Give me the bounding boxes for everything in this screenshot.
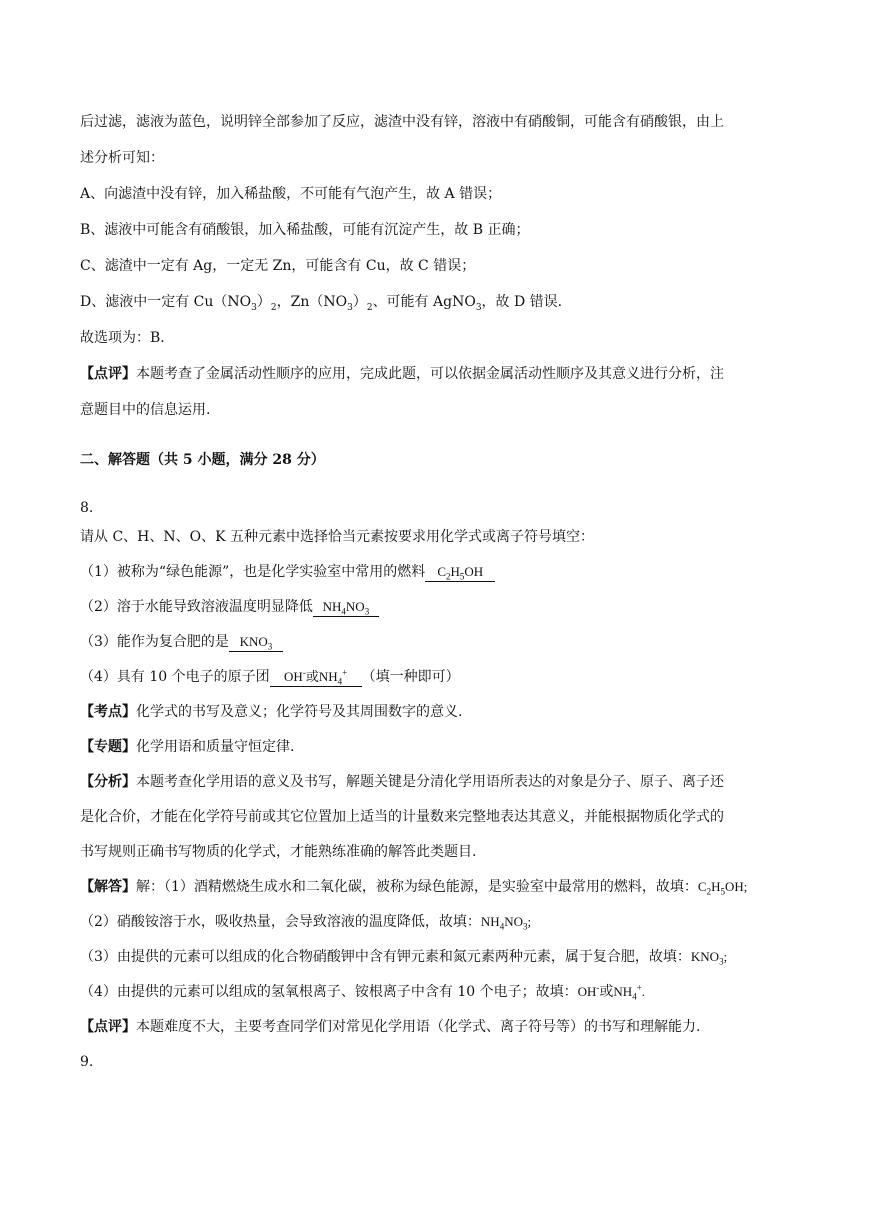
analysis-label: 【分析】 [80, 774, 136, 790]
answer-blank-3: $KNO_3$ [229, 633, 283, 652]
option-c: C、滤渣中一定有 Ag，一定无 Zn，可能含有 Cu，故 C 错误； [80, 258, 476, 274]
solution-label: 【解答】 [80, 879, 136, 895]
answer-line: 故选项为：B. [80, 330, 165, 346]
solution-line-4: （4）由提供的元素可以组成的氢氧根离子、铵根离子中含有 10 个电子；故填：OH-或$NH_4^+$. [80, 982, 646, 1002]
option-d: D、滤液中一定有 $Cu(NO_3)_2$，$Zn(NO_3)_2$、可能有 AgNO$_3$，故 D 错误. [80, 294, 563, 313]
answer-blank-1: $C_2H_5OH$ [425, 563, 495, 582]
analysis-line-1: 【分析】本题考查化学用语的意义及书写，解题关键是分清化学用语所表达的对象是分子、原子、离子还 [80, 774, 724, 790]
review-line-2: 意题目中的信息运用. [80, 402, 211, 418]
question-8-stem: 请从 C、H、N、O、K 五种元素中选择恰当元素按要求用化学式或离子符号填空： [80, 529, 595, 545]
question-8-number: 8. [80, 500, 94, 516]
review-line-q8: 【点评】本题难度不大，主要考查同学们对常见化学用语（化学式、离子符号等）的书写和理解能力. [80, 1019, 701, 1035]
solution-line-3: （3）由提供的元素可以组成的化合物硝酸钾中含有钾元素和氮元素两种元素，属于复合肥，故填：$KNO_3$; [80, 949, 728, 967]
topic-label: 【专题】 [80, 739, 136, 755]
question-8-part-1: （1）被称为“绿色能源”，也是化学实验室中常用的燃料 $C_2H_5OH$ [80, 562, 789, 582]
section-heading: 二、解答题（共 5 小题，满分 28 分） [80, 452, 325, 468]
solution-line-2: （2）硝酸铵溶于水，吸收热量，会导致溶液的温度降低，故填：$NH_4NO_3$; [80, 914, 532, 932]
answer-blank-2: $NH_4NO_3$ [313, 598, 379, 617]
prev-line-1: 后过滤，滤液为蓝色，说明锌全部参加了反应，滤渣中没有锌，溶液中有硝酸铜，可能含有硝酸银，由上 [80, 114, 724, 130]
review-line-1: 【点评】本题考查了金属活动性顺序的应用，完成此题，可以依据金属活动性顺序及其意义进行分析，注 [80, 366, 724, 382]
question-8-part-2: （2）溶于水能导致溶液温度明显降低 $NH_4NO_3$ [80, 597, 789, 617]
option-a: A、向滤渣中没有锌，加入稀盐酸，不可能有气泡产生，故 A 错误； [80, 186, 502, 202]
point-line: 【考点】化学式的书写及意义；化学符号及其周围数字的意义. [80, 704, 463, 720]
review-label: 【点评】 [80, 366, 136, 382]
point-label: 【考点】 [80, 704, 136, 720]
question-8-part-3: （3）能作为复合肥的是 $KNO_3$ [80, 632, 789, 652]
answer-blank-4: OH-或$NH_4^+$ [270, 668, 362, 687]
analysis-line-2: 是化合价，才能在化学符号前或其它位置加上适当的计量数来完整地表达其意义，并能根据物质化学式的 [80, 809, 724, 825]
question-8-part-4: （4）具有 10 个电子的原子团 OH-或$NH_4^+$ （填一种即可） [80, 667, 460, 687]
analysis-line-3: 书写规则正确书写物质的化学式，才能熟练准确的解答此类题目. [80, 844, 477, 860]
solution-line-1: 【解答】解：（1）酒精燃烧生成水和二氧化碳，被称为绿色能源，是实验室中最常用的燃料，故填：$C_2H_5OH$; [80, 879, 748, 897]
question-9-number: 9. [80, 1054, 94, 1070]
prev-line-2: 述分析可知： [80, 150, 164, 166]
topic-line: 【专题】化学用语和质量守恒定律. [80, 739, 295, 755]
review-label-q8: 【点评】 [80, 1019, 136, 1035]
option-b: B、滤液中可能含有硝酸银，加入稀盐酸，可能有沉淀产生，故 B 正确； [80, 222, 530, 238]
